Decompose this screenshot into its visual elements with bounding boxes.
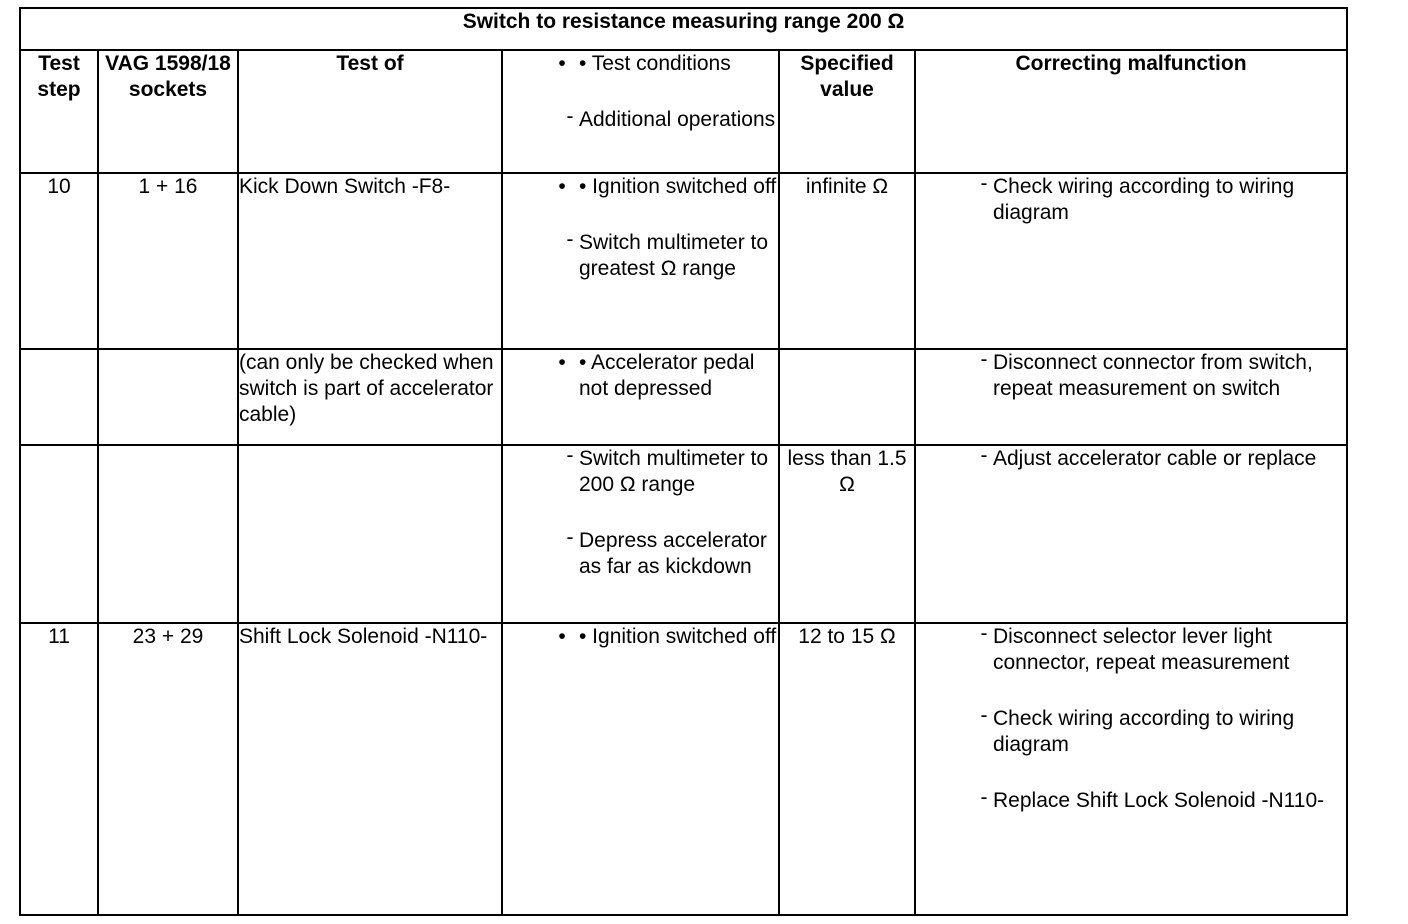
correcting-item: Disconnect connector from switch, repeat measurement on switch [993,351,1313,400]
cell-correcting [915,623,1347,915]
condition-dash: Depress accelerator as far as kickdown [579,529,767,578]
cell-correcting [915,349,1347,445]
dash-icon: - [980,348,988,371]
table-row [20,173,1347,349]
header-conditions-dash: Additional operations [579,108,776,131]
table-row [20,349,1347,445]
cell-conditions [502,349,779,445]
cell-specified-value: less than 1.5 Ω [779,445,915,623]
header-correcting: Correcting malfunction [915,50,1347,173]
cell-sockets: 1 + 16 [98,173,238,349]
header-row [20,50,1347,173]
dash-icon: - [980,704,988,727]
header-specified-value: Specified value [779,50,915,173]
cell-test-step: 10 [20,173,98,349]
dash-icon: - [566,228,574,251]
cell-sockets [98,349,238,445]
table-title: Switch to resistance measuring range 200 Ω [20,8,1347,50]
dash-icon: - [980,172,988,195]
correcting-item: Replace Shift Lock Solenoid -N110- [993,789,1325,812]
condition-bullet: • Ignition switched off [579,625,777,648]
cell-correcting [915,173,1347,349]
header-test-of: Test of [238,50,502,173]
cell-correcting [915,445,1347,623]
cell-sockets [98,445,238,623]
cell-specified-value: 12 to 15 Ω [779,623,915,915]
cell-conditions [502,173,779,349]
condition-dash: Switch multimeter to greatest Ω range [579,231,769,280]
bullet-dot-icon: • [558,52,566,75]
cell-specified-value [779,349,915,445]
header-conditions [502,50,779,173]
correcting-item: Check wiring according to wiring diagram [993,175,1295,224]
table-row [20,445,1347,623]
header-test-step: Test step [20,50,98,173]
cell-test-of: Shift Lock Solenoid -N110- [238,623,502,915]
cell-test-of [238,445,502,623]
correcting-item: Adjust accelerator cable or replace [993,447,1317,470]
table-row [20,623,1347,915]
cell-sockets: 23 + 29 [98,623,238,915]
cell-test-of: (can only be checked when switch is part of accelerator cable) [238,349,502,445]
dash-icon: - [980,786,988,809]
header-conditions-bullet: • Test conditions [579,52,731,75]
correcting-item: Disconnect selector lever light connector, repeat measurement [993,625,1290,674]
cell-conditions [502,623,779,915]
condition-bullet: • Accelerator pedal not depressed [579,351,755,400]
cell-test-step: 11 [20,623,98,915]
dash-icon: - [980,444,988,467]
bullet-dot-icon: • [558,175,566,198]
header-sockets: VAG 1598/18 sockets [98,50,238,173]
dash-icon: - [566,526,574,549]
condition-bullet: • Ignition switched off [579,175,777,198]
cell-specified-value: infinite Ω [779,173,915,349]
cell-test-step [20,445,98,623]
dash-icon: - [566,105,574,128]
cell-test-step [20,349,98,445]
dash-icon: - [980,622,988,645]
correcting-item: Check wiring according to wiring diagram [993,707,1295,756]
cell-test-of: Kick Down Switch -F8- [238,173,502,349]
dash-icon: - [566,444,574,467]
condition-dash: Switch multimeter to 200 Ω range [579,447,769,496]
resistance-test-table [19,7,1348,916]
bullet-dot-icon: • [558,351,566,374]
cell-conditions [502,445,779,623]
bullet-dot-icon: • [558,625,566,648]
